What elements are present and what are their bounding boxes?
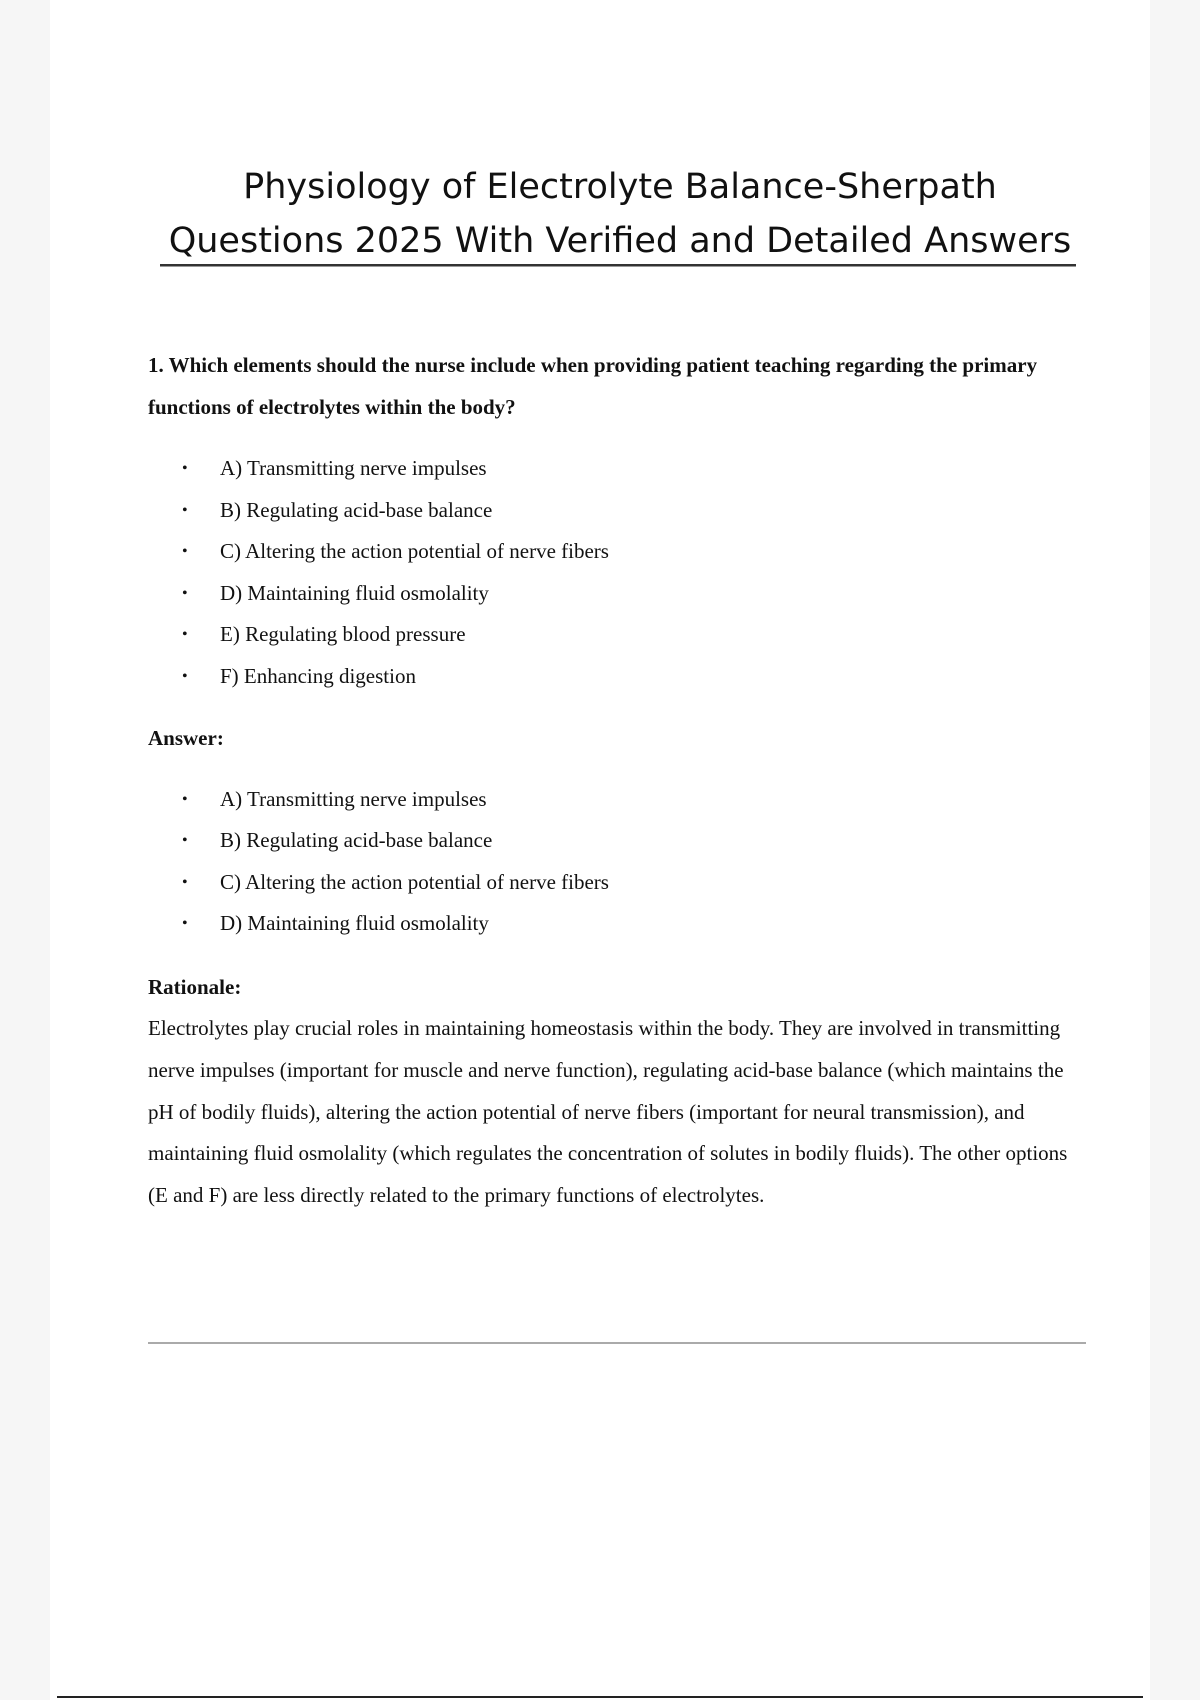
option-item [148, 531, 1083, 573]
document-page [50, 0, 1150, 1700]
section-divider [148, 1342, 1086, 1344]
option-item [148, 573, 1083, 615]
bullet-icon: • [182, 460, 188, 477]
rationale-text: Electrolytes play crucial roles in maintaining homeostasis within the body. They are involved in transmitting nerve impulses (important for muscle and nerve function), regulating acid-base balance (which maintains the pH of bodily fluids), altering the action potential of nerve fibers (important for neural transmission), and maintaining fluid osmolality (which regulates the concentration of solutes in bodily fluids). The other options (E and F) are less directly related to the primary functions of electrolytes. [148, 1015, 1068, 1208]
answer-item [148, 862, 1083, 904]
title-divider [160, 264, 1076, 267]
option-item [148, 448, 1083, 490]
answer-label: D) Maintaining fluid osmolality [220, 911, 489, 936]
bullet-icon: • [182, 915, 188, 933]
answer-label: C) Altering the action potential of nerve fibers [220, 869, 609, 894]
document-title: Physiology of Electrolyte Balance-Sherpath Questions 2025 With Verified and Detailed Answers [168, 167, 1072, 261]
answer-label: A) Transmitting nerve impulses [220, 786, 487, 811]
bullet-icon: • [182, 790, 188, 808]
bullet-icon: • [182, 832, 188, 850]
page-footer-rule [57, 1696, 1143, 1698]
answer-label: B) Regulating acid-base balance [220, 828, 493, 853]
answer-item [148, 820, 1083, 862]
option-label: D) Maintaining fluid osmolality [220, 580, 489, 605]
option-item [148, 656, 1083, 698]
answer-heading: Answer: [148, 725, 224, 750]
bullet-icon: • [182, 584, 188, 602]
bullet-icon: • [182, 543, 188, 561]
option-label: F) Enhancing digestion [220, 663, 416, 688]
answer-item [148, 903, 1083, 945]
bullet-icon: • [182, 501, 188, 519]
option-label: B) Regulating acid-base balance [220, 497, 493, 522]
bullet-icon: • [182, 626, 188, 644]
answer-item [148, 779, 1083, 821]
option-label: E) Regulating blood pressure [220, 622, 466, 647]
question-options [148, 448, 1083, 698]
rationale-heading: Rationale: [148, 974, 242, 999]
option-label: C) Altering the action potential of nerve fibers [220, 539, 609, 564]
option-item [148, 614, 1083, 656]
bullet-icon: • [182, 873, 188, 891]
option-item [148, 490, 1083, 532]
bullet-icon: • [182, 667, 188, 685]
answer-list [148, 779, 1083, 945]
question-text: 1. Which elements should the nurse include when providing patient teaching regarding the primary functions of electrolytes within the body? [148, 353, 1038, 419]
option-label: A) Transmitting nerve impulses [220, 456, 487, 480]
question-block [148, 344, 1083, 1217]
